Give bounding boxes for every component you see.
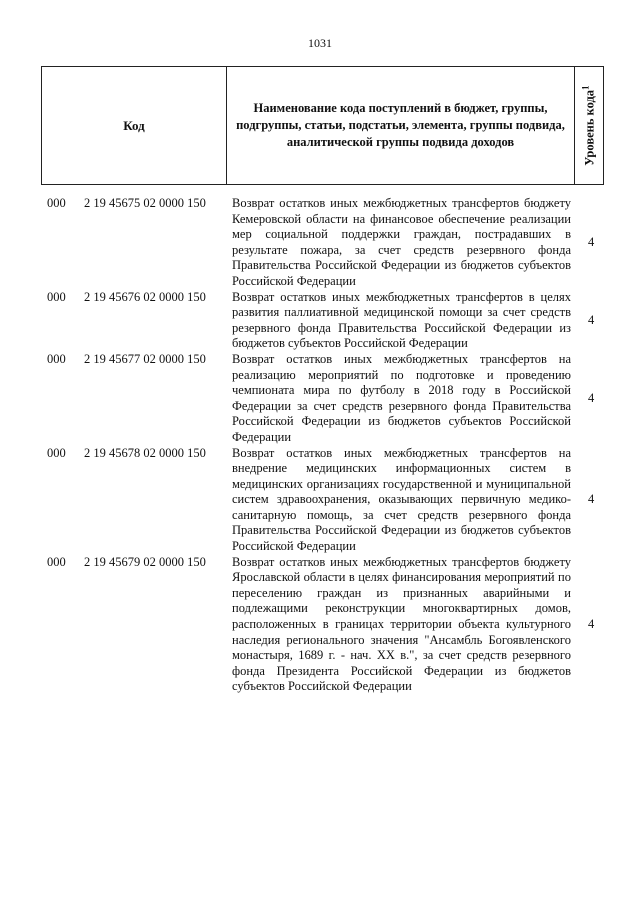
row-description: Возврат остатков иных межбюджетных трансфертов бюджету Ярославской области в целях финансирования мероприятий по переселению граждан из признанных аварийными и подлежащими реконструкции многоквартирных домов, расположенных в границах территории объекта культурного наследия регионального значения "Ансамбль Богоявленского монастыря, 1689 г. - нач. XX в.", за счет средств резервного фонда Президента Российской Федерации из бюджетов субъектов Российской Федерации [232, 554, 571, 694]
table-header [41, 66, 604, 185]
row-description: Возврат остатков иных межбюджетных трансфертов в целях развития паллиативной медицинской помощи за счет средств резервного фонда Правительства Российской Федерации из бюджетов субъектов Российской Федерации [232, 289, 571, 351]
header-level-footnote: 1 [580, 85, 591, 90]
page-number: 1031 [308, 36, 332, 50]
row-level: 4 [588, 312, 595, 327]
row-level: 4 [588, 390, 595, 405]
row-description: Возврат остатков иных межбюджетных трансфертов на реализацию мероприятий по подготовке и проведению чемпионата мира по футболу в 2018 году в Российской Федерации за счет средств резервного фонда Правительства Российской Федерации из бюджетов субъектов Российской Федерации [232, 351, 571, 444]
row-prefix: 000 [47, 196, 66, 210]
row-code: 2 19 45676 02 0000 150 [84, 289, 206, 304]
row-prefix: 000 [47, 351, 66, 366]
row-level: 4 [588, 492, 595, 507]
table-row [0, 446, 640, 555]
row-code: 2 19 45679 02 0000 150 [84, 554, 206, 569]
row-prefix: 000 [47, 289, 66, 304]
table-body [0, 196, 640, 695]
header-code: Код [42, 67, 227, 184]
table-row [0, 352, 640, 446]
row-description: Возврат остатков иных межбюджетных трансфертов на внедрение медицинских информационных систем в медицинских организациях государственной и муниципальной систем здравоохранения, оказывающих первичную медико-санитарную помощь, за счет средств резервного фонда Правительства Российской Федерации из бюджетов субъектов Российской Федерации [232, 445, 571, 554]
header-level [580, 85, 597, 165]
row-description: Возврат остатков иных межбюджетных трансфертов бюджету Кемеровской области на финансовое обеспечение реализации мер социальной поддержки граждан, пострадавших в результате пожара, за счет средств резервного фонда Правительства Российской Федерации из бюджетов субъектов Российской Федерации [232, 196, 571, 288]
row-level: 4 [588, 234, 595, 249]
table-row [0, 290, 640, 352]
header-level-text: Уровень кода [582, 89, 597, 166]
row-prefix: 000 [47, 445, 66, 460]
row-code: 2 19 45678 02 0000 150 [84, 445, 206, 460]
table-row [0, 196, 640, 290]
table-row [0, 555, 640, 695]
row-code: 2 19 45677 02 0000 150 [84, 351, 206, 366]
row-level: 4 [588, 617, 595, 632]
header-name: Наименование кода поступлений в бюджет, группы, подгруппы, статьи, подстатьи, элемента, группы подвида, аналитической группы подвида доходов [227, 67, 575, 184]
row-code: 2 19 45675 02 0000 150 [84, 196, 206, 210]
header-level-cell [575, 67, 603, 184]
row-prefix: 000 [47, 554, 66, 569]
